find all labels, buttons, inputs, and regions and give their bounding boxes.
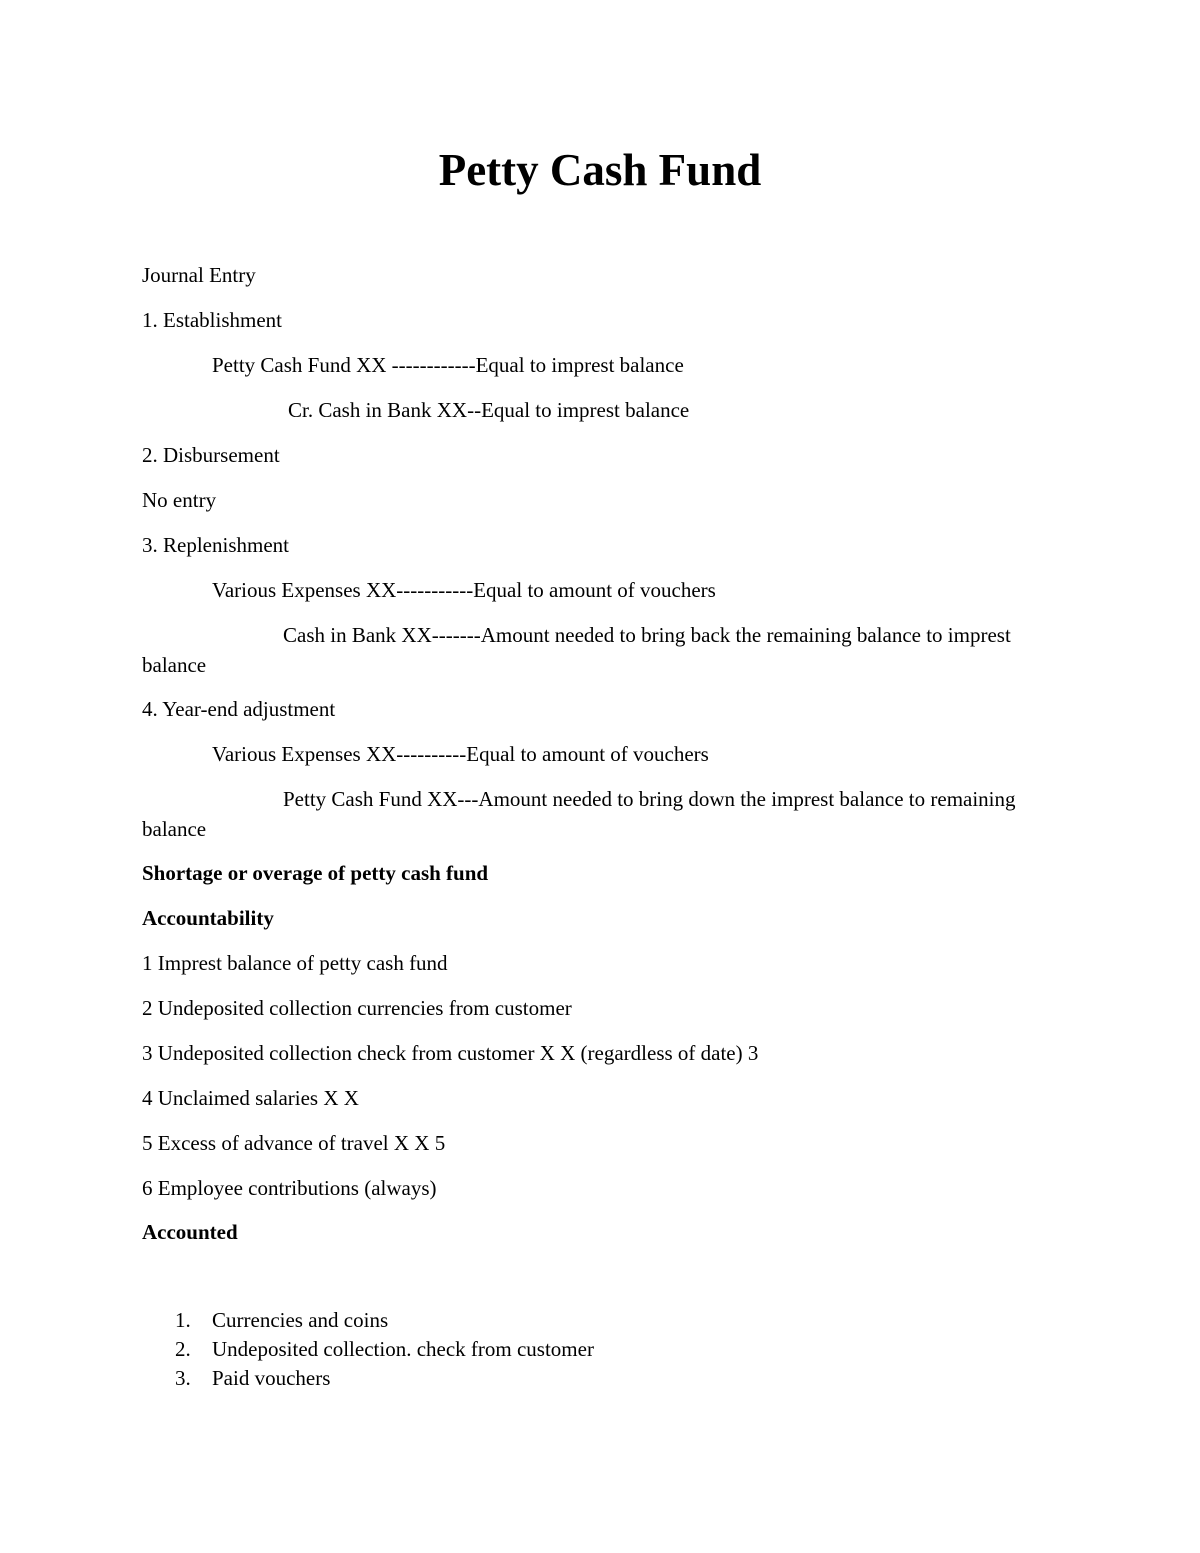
replenishment-heading: 3. Replenishment: [142, 533, 289, 557]
accountability-item: 5 Excess of advance of travel X X 5: [142, 1131, 446, 1155]
establishment-debit-entry: Petty Cash Fund XX ------------Equal to imprest balance: [212, 353, 684, 377]
page-title: Petty Cash Fund: [438, 145, 762, 195]
list-item: [142, 1364, 594, 1393]
list-item-number: 3.: [175, 1366, 191, 1390]
shortage-heading: Shortage or overage of petty cash fund: [142, 861, 489, 885]
accountability-item: 1 Imprest balance of petty cash fund: [142, 951, 448, 975]
accountability-item: 6 Employee contributions (always): [142, 1176, 437, 1200]
accountability-item: 3 Undeposited collection check from customer X X (regardless of date) 3: [142, 1041, 759, 1065]
accounted-list: [142, 1306, 594, 1393]
list-item: [142, 1335, 594, 1364]
list-item-text: Paid vouchers: [212, 1366, 331, 1390]
list-item-text: Currencies and coins: [212, 1308, 389, 1332]
list-item: [142, 1306, 594, 1335]
list-item-text: Undeposited collection. check from customer: [212, 1337, 594, 1361]
disbursement-heading: 2. Disbursement: [142, 443, 280, 467]
list-item-number: 2.: [175, 1337, 191, 1361]
establishment-credit-entry: Cr. Cash in Bank XX--Equal to imprest balance: [288, 398, 690, 422]
accountability-item: 2 Undeposited collection currencies from customer: [142, 996, 572, 1020]
accounted-heading: Accounted: [142, 1220, 238, 1244]
year-end-credit-entry: Petty Cash Fund XX---Amount needed to bring down the imprest balance to remaining balance: [142, 787, 1016, 841]
accountability-heading: Accountability: [142, 906, 274, 930]
replenishment-credit-entry: Cash in Bank XX-------Amount needed to bring back the remaining balance to imprest balance: [142, 623, 1011, 677]
year-end-heading: 4. Year-end adjustment: [142, 697, 336, 721]
list-item-number: 1.: [175, 1308, 191, 1332]
accountability-item: 4 Unclaimed salaries X X: [142, 1086, 359, 1110]
year-end-debit-entry: Various Expenses XX----------Equal to amount of vouchers: [212, 742, 709, 766]
establishment-heading: 1. Establishment: [142, 308, 282, 332]
replenishment-debit-entry: Various Expenses XX-----------Equal to amount of vouchers: [212, 578, 716, 602]
disbursement-no-entry: No entry: [142, 488, 217, 512]
journal-entry-label: Journal Entry: [142, 263, 256, 287]
